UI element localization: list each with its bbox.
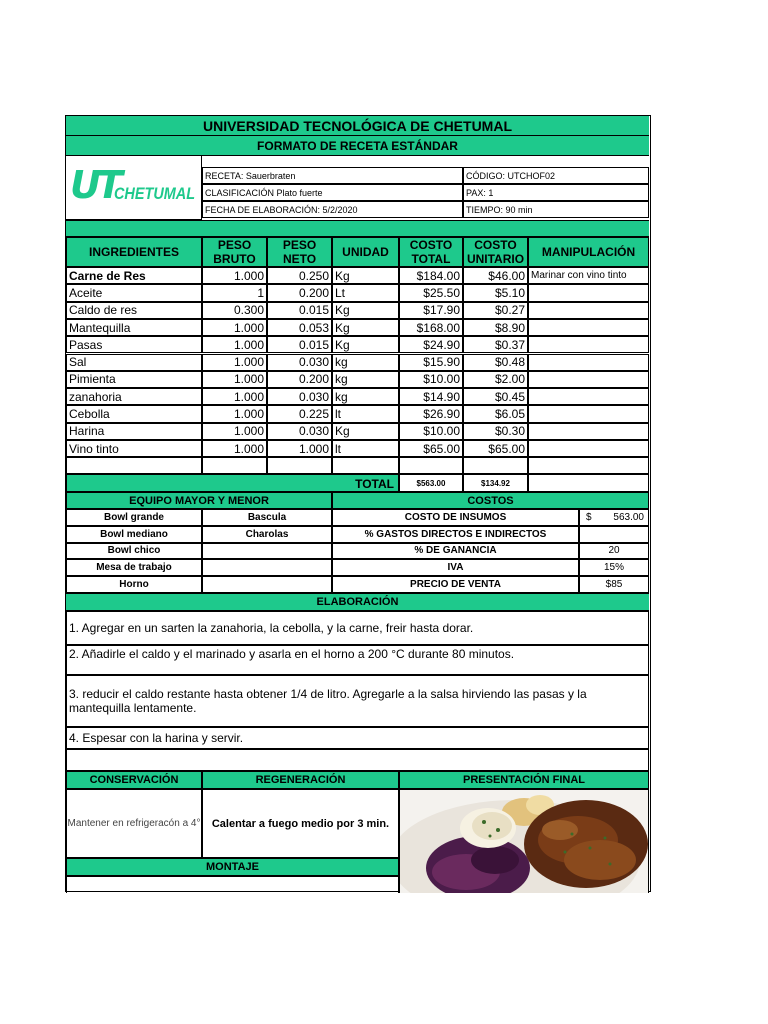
- ingredient-total-cell: $14.90: [399, 388, 463, 405]
- conservacion-text: Mantener en refrigeracón a 4°: [66, 789, 202, 858]
- ingredient-name-cell: Carne de Res: [66, 267, 202, 284]
- ingredient-total-cell: $10.00: [399, 371, 463, 388]
- pax-field: PAX: 1: [463, 184, 649, 201]
- ingredient-unitario-cell: $6.05: [463, 405, 528, 422]
- elaboracion-title-row: [66, 593, 649, 611]
- receta-field: RECETA: Sauerbraten: [202, 167, 463, 184]
- final-presentation-photo: [399, 789, 649, 893]
- ingredient-bruto-cell: 1.000: [202, 336, 267, 353]
- university-title: UNIVERSIDAD TECNOLÓGICA DE CHETUMAL: [202, 118, 513, 134]
- codigo-field: CÓDIGO: UTCHOF02: [463, 167, 649, 184]
- header-unidad: UNIDAD: [332, 237, 399, 267]
- empty-cell: [332, 457, 399, 474]
- costos-value-cell: [579, 526, 649, 543]
- fecha-field: FECHA DE ELABORACIÓN: 5/2/2020: [202, 201, 463, 218]
- total-costo-unitario: $134.92: [463, 474, 528, 492]
- header-costo-unitario: COSTO UNITARIO: [463, 237, 528, 267]
- ingredient-bruto-cell: 1.000: [202, 319, 267, 336]
- costos-value: 563.00: [613, 511, 644, 523]
- costos-value-cell: [579, 576, 649, 593]
- ingredient-total-cell: $15.90: [399, 354, 463, 371]
- ingredient-manipulacion-cell: [528, 371, 649, 388]
- ingredient-manipulacion-cell: [528, 440, 649, 457]
- empty-cell: [463, 457, 528, 474]
- total-costo-total: $563.00: [399, 474, 463, 492]
- equipo-item-cell: Horno: [66, 576, 202, 593]
- empty-cell: [267, 457, 332, 474]
- elaboracion-step-3: 3. reducir el caldo restante hasta obtener 1/4 de litro. Agregarle a la salsa hirviendo las pasas y la mantequilla lentamente.: [66, 675, 649, 727]
- ingredient-neto-cell: 0.053: [267, 319, 332, 336]
- total-band: [66, 474, 399, 492]
- empty-cell: [399, 457, 463, 474]
- ingredient-total-cell: $184.00: [399, 267, 463, 284]
- ingredient-bruto-cell: 1.000: [202, 388, 267, 405]
- equipo-item-cell: Bowl grande: [66, 509, 202, 526]
- ingredient-neto-cell: 0.200: [267, 284, 332, 301]
- regeneracion-text: Calentar a fuego medio por 3 min.: [202, 789, 399, 858]
- equipo-item-cell: [202, 559, 332, 576]
- presentacion-title: PRESENTACIÓN FINAL: [399, 771, 649, 789]
- ingredient-name-cell: zanahoria: [66, 388, 202, 405]
- ingredient-unitario-cell: $8.90: [463, 319, 528, 336]
- costos-label-cell: PRECIO DE VENTA: [332, 576, 579, 593]
- ingredient-neto-cell: 0.015: [267, 302, 332, 319]
- ingredient-unidad-cell: Kg: [332, 267, 399, 284]
- ingredient-unitario-cell: $5.10: [463, 284, 528, 301]
- costos-value: 15%: [603, 562, 624, 574]
- ingredient-bruto-cell: 1.000: [202, 267, 267, 284]
- header-peso-neto: PESO NETO: [267, 237, 332, 267]
- ingredient-total-cell: $65.00: [399, 440, 463, 457]
- ingredient-name-cell: Pimienta: [66, 371, 202, 388]
- ingredient-neto-cell: 0.030: [267, 423, 332, 440]
- ingredient-manipulacion-cell: [528, 354, 649, 371]
- ingredient-unitario-cell: $0.45: [463, 388, 528, 405]
- ingredient-bruto-cell: 1.000: [202, 440, 267, 457]
- costos-title: COSTOS: [332, 492, 649, 509]
- costos-value: 20: [608, 545, 620, 557]
- ingredient-total-cell: $10.00: [399, 423, 463, 440]
- equipo-item-cell: Bascula: [202, 509, 332, 526]
- ingredient-name-cell: Caldo de res: [66, 302, 202, 319]
- ingredient-manipulacion-cell: [528, 405, 649, 422]
- sauerbraten-plate-image: [400, 790, 649, 893]
- ut-chetumal-logo: [66, 156, 202, 220]
- ingredient-name-cell: Sal: [66, 354, 202, 371]
- costos-value: $85: [605, 579, 623, 591]
- elaboracion-empty-row: [66, 749, 649, 771]
- ingredient-unidad-cell: lt: [332, 405, 399, 422]
- equipo-item-cell: [202, 543, 332, 560]
- spacer-band: [66, 220, 649, 237]
- costos-value-cell: [579, 543, 649, 560]
- ingredient-unidad-cell: Kg: [332, 319, 399, 336]
- ingredient-name-cell: Pasas: [66, 336, 202, 353]
- ingredient-bruto-cell: 1.000: [202, 405, 267, 422]
- empty-cell: [528, 457, 649, 474]
- ingredient-manipulacion-cell: [528, 284, 649, 301]
- elaboracion-step-1: 1. Agregar en un sarten la zanahoria, la cebolla, y la carne, freir hasta dorar.: [66, 611, 649, 645]
- equipo-item-cell: Bowl chico: [66, 543, 202, 560]
- ingredient-neto-cell: 0.030: [267, 388, 332, 405]
- equipo-item-cell: Charolas: [202, 526, 332, 543]
- ingredient-total-cell: $168.00: [399, 319, 463, 336]
- montaje-content: [66, 876, 399, 893]
- elaboracion-step-2: 2. Añadirle el caldo y el marinado y asarla en el horno a 200 °C durante 80 minutos.: [66, 645, 649, 675]
- ingredient-name-cell: Mantequilla: [66, 319, 202, 336]
- ingredient-unidad-cell: Kg: [332, 336, 399, 353]
- header-ingredientes: INGREDIENTES: [66, 237, 202, 267]
- ingredient-bruto-cell: 1: [202, 284, 267, 301]
- university-title-row: [66, 116, 649, 136]
- elaboracion-step-4: 4. Espesar con la harina y servir.: [66, 727, 649, 749]
- elaboracion-title: ELABORACIÓN: [316, 596, 399, 608]
- ingredient-unidad-cell: kg: [332, 388, 399, 405]
- costos-label-cell: COSTO DE INSUMOS: [332, 509, 579, 526]
- empty-cell: [202, 457, 267, 474]
- ingredient-neto-cell: 0.250: [267, 267, 332, 284]
- costos-label-cell: IVA: [332, 559, 579, 576]
- ingredient-bruto-cell: 1.000: [202, 371, 267, 388]
- montaje-title: MONTAJE: [66, 858, 399, 876]
- format-title: FORMATO DE RECETA ESTÁNDAR: [257, 139, 458, 153]
- empty-cell: [66, 457, 202, 474]
- ingredient-neto-cell: 0.030: [267, 354, 332, 371]
- tiempo-field: TIEMPO: 90 min: [463, 201, 649, 218]
- ingredient-manipulacion-cell: Marinar con vino tinto: [528, 267, 649, 284]
- ingredient-neto-cell: 0.225: [267, 405, 332, 422]
- total-label: TOTAL: [355, 477, 394, 491]
- conservacion-title: CONSERVACIÓN: [66, 771, 202, 789]
- ingredient-name-cell: Cebolla: [66, 405, 202, 422]
- ingredient-name-cell: Aceite: [66, 284, 202, 301]
- ingredient-unidad-cell: kg: [332, 371, 399, 388]
- ingredient-bruto-cell: 1.000: [202, 354, 267, 371]
- ingredient-unitario-cell: $0.30: [463, 423, 528, 440]
- ingredient-unidad-cell: Kg: [332, 302, 399, 319]
- costos-value-cell: [579, 559, 649, 576]
- costos-label-cell: % DE GANANCIA: [332, 543, 579, 560]
- ingredient-total-cell: $24.90: [399, 336, 463, 353]
- equipo-item-cell: Bowl mediano: [66, 526, 202, 543]
- ingredient-unidad-cell: lt: [332, 440, 399, 457]
- total-empty-cell: [528, 474, 649, 492]
- logo-text: CHETUMAL: [114, 184, 196, 203]
- ingredient-unitario-cell: $2.00: [463, 371, 528, 388]
- equipo-item-cell: Mesa de trabajo: [66, 559, 202, 576]
- costos-value-cell: [579, 509, 649, 526]
- ingredient-unidad-cell: Kg: [332, 423, 399, 440]
- ingredient-manipulacion-cell: [528, 423, 649, 440]
- format-title-row: [66, 136, 649, 156]
- header-peso-bruto: PESO BRUTO: [202, 237, 267, 267]
- clasificacion-field: CLASIFICACIÓN Plato fuerte: [202, 184, 463, 201]
- ingredient-manipulacion-cell: [528, 302, 649, 319]
- ingredient-neto-cell: 0.015: [267, 336, 332, 353]
- ingredient-name-cell: Harina: [66, 423, 202, 440]
- ingredient-name-cell: Vino tinto: [66, 440, 202, 457]
- header-manipulacion: MANIPULACIÓN: [528, 237, 649, 267]
- ingredient-total-cell: $26.90: [399, 405, 463, 422]
- ingredient-manipulacion-cell: [528, 336, 649, 353]
- header-costo-total: COSTO TOTAL: [399, 237, 463, 267]
- ingredient-manipulacion-cell: [528, 388, 649, 405]
- ut-logo-mark-icon: UT: [70, 163, 119, 207]
- recipe-sheet: [65, 115, 651, 892]
- ingredient-manipulacion-cell: [528, 319, 649, 336]
- ingredient-unidad-cell: Lt: [332, 284, 399, 301]
- ingredient-unitario-cell: $46.00: [463, 267, 528, 284]
- ingredient-unitario-cell: $65.00: [463, 440, 528, 457]
- ingredient-unitario-cell: $0.27: [463, 302, 528, 319]
- regeneracion-title: REGENERACIÓN: [202, 771, 399, 789]
- ingredient-neto-cell: 0.200: [267, 371, 332, 388]
- ingredient-unitario-cell: $0.37: [463, 336, 528, 353]
- ingredient-neto-cell: 1.000: [267, 440, 332, 457]
- ingredient-bruto-cell: 1.000: [202, 423, 267, 440]
- equipo-item-cell: [202, 576, 332, 593]
- costos-label-cell: % GASTOS DIRECTOS E INDIRECTOS: [332, 526, 579, 543]
- ingredient-total-cell: $17.90: [399, 302, 463, 319]
- currency-symbol: $: [586, 511, 592, 523]
- equipo-title: EQUIPO MAYOR Y MENOR: [66, 492, 332, 509]
- ingredient-unitario-cell: $0.48: [463, 354, 528, 371]
- ingredient-unidad-cell: kg: [332, 354, 399, 371]
- ingredient-total-cell: $25.50: [399, 284, 463, 301]
- ingredient-bruto-cell: 0.300: [202, 302, 267, 319]
